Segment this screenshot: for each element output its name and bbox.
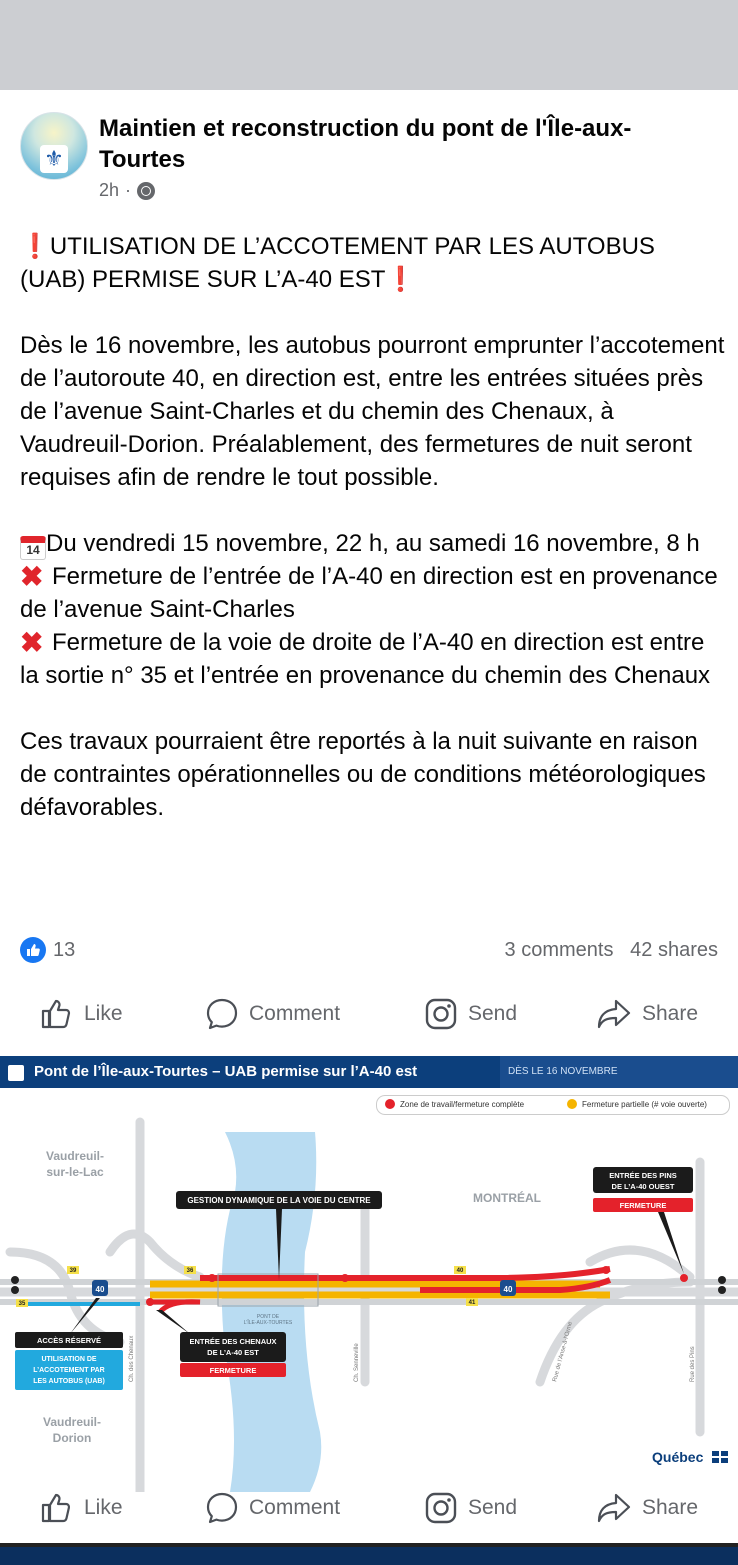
thumbs-up-icon (40, 1491, 74, 1525)
send-button-2[interactable] (424, 1483, 517, 1533)
share-arrow-icon (596, 1491, 632, 1525)
post-paragraph-2: Ces travaux pourraient être reportés à la nuit suivante en raison de contraintes opérationnelles ou de conditions météorologiques défavorables. (20, 728, 706, 821)
calendar-icon: 14 (20, 536, 46, 560)
callout-center-lane (176, 1191, 382, 1280)
comment-label: Comment (249, 1002, 341, 1025)
send-button[interactable] (424, 989, 517, 1039)
bridge-label-2: L’ÎLE-AUX-TOURTES (243, 1320, 293, 1326)
map-title: Pont de l’Île-aux-Tourtes – UAB permise sur l’A-40 est (34, 1063, 418, 1080)
share-label-2: Share (642, 1496, 699, 1519)
comments-count[interactable]: 3 comments (504, 939, 614, 961)
page-avatar[interactable] (20, 112, 88, 180)
post-schedule (20, 527, 725, 560)
svg-text:FERMETURE: FERMETURE (619, 1201, 667, 1210)
page-name[interactable]: Maintien et reconstruction du pont de l'Île-aux-Tourtes (99, 115, 632, 173)
send-label-2: Send (468, 1496, 518, 1519)
like-label: Like (84, 1002, 123, 1025)
svg-text:40: 40 (95, 1285, 105, 1294)
legend-red: Zone de travail/fermeture complète (400, 1099, 525, 1109)
map-drawing (0, 1052, 738, 1492)
comment-icon (205, 1491, 239, 1525)
closure-1-text: Fermeture de l’entrée de l’A-40 en direction est en provenance de l’avenue Saint-Charles (20, 563, 718, 623)
river-water (222, 1132, 322, 1492)
fleur-de-lis-icon: ⚜ (40, 145, 68, 173)
map-date: DÈS LE 16 NOVEMBRE (500, 1056, 738, 1088)
schedule-text: Du vendredi 15 novembre, 22 h, au samedi 16 novembre, 8 h (46, 530, 700, 557)
share-button[interactable] (596, 989, 698, 1039)
reactions-bar (20, 937, 718, 965)
exit-39: 39 (69, 1268, 77, 1274)
bridge-label-1: PONT DE (256, 1314, 280, 1320)
label-vaudreuil-lac-2: sur-le-Lac (46, 1165, 104, 1179)
like-button[interactable] (40, 989, 123, 1039)
exit-40: 40 (456, 1268, 464, 1274)
svg-text:FERMETURE: FERMETURE (209, 1366, 257, 1375)
image-actions (0, 1483, 738, 1533)
label-vaudreuil-lac-1: Vaudreuil- (45, 1149, 105, 1163)
road-label-pins: Rue des Pins (690, 1346, 696, 1382)
shares-count[interactable]: 42 shares (630, 939, 718, 961)
post-body (20, 230, 725, 824)
exclamation-icon: ❗ (385, 266, 416, 293)
post-paragraph-1: Dès le 16 novembre, les autobus pourront emprunter l’accotement de l’autoroute 40, en direction est, entre les entrées situées près de l’avenue Saint-Charles et du chemin des Chenaux, à Vaudreuil-Dorion. Préalablement, des fermetures de nuit seront requises afin de rendre le tout possible. (20, 332, 725, 491)
top-bar (0, 0, 738, 90)
callout-bus-access (15, 1298, 123, 1390)
red-zone-chenaux (148, 1302, 200, 1312)
comment-label-2: Comment (249, 1496, 341, 1519)
cross-mark-icon: ✖ (20, 627, 44, 658)
quebec-flag-icon (712, 1451, 728, 1463)
like-button-2[interactable] (40, 1483, 123, 1533)
thumbs-up-icon (40, 997, 74, 1031)
svg-text:ENTRÉE DES CHENAUX: ENTRÉE DES CHENAUX (189, 1337, 277, 1346)
cross-mark-icon: ✖ (20, 561, 44, 592)
post-actions (0, 989, 738, 1039)
quebec-brand: Québec (652, 1449, 704, 1465)
svg-text:LES AUTOBUS (UAB): LES AUTOBUS (UAB) (33, 1378, 105, 1385)
svg-text:DE L’A-40 EST: DE L’A-40 EST (207, 1348, 259, 1357)
instagram-icon (424, 997, 458, 1031)
comment-icon (205, 997, 239, 1031)
svg-text:40: 40 (503, 1285, 513, 1294)
map-image[interactable] (0, 1052, 738, 1492)
label-montreal: MONTRÉAL (473, 1191, 541, 1205)
svg-text:L’ACCOTEMENT PAR: L’ACCOTEMENT PAR (33, 1367, 105, 1374)
instagram-icon (424, 1491, 458, 1525)
globe-icon[interactable] (137, 182, 155, 200)
engagement-counts (505, 939, 718, 962)
exclamation-icon: ❗ (20, 233, 50, 260)
comment-button[interactable] (205, 989, 340, 1039)
road-label-anse: Rue de l'Anse-à-l'Orme (552, 1321, 574, 1383)
svg-text:UTILISATION DE: UTILISATION DE (41, 1356, 97, 1363)
post-meta (99, 180, 155, 201)
exit-36: 36 (186, 1268, 194, 1274)
svg-text:ENTRÉE DES PINS: ENTRÉE DES PINS (609, 1171, 677, 1180)
like-label-2: Like (84, 1496, 123, 1519)
exit-35: 35 (18, 1301, 26, 1307)
post-time[interactable]: 2h (99, 180, 120, 200)
label-dorion-2: Dorion (52, 1431, 92, 1445)
road-label-chenaux: Ch. des Chenaux (129, 1335, 135, 1382)
next-post-edge (0, 1543, 738, 1565)
highway-shield-west (92, 1280, 108, 1296)
svg-text:ACCÈS RÉSERVÉ: ACCÈS RÉSERVÉ (36, 1336, 102, 1345)
highway-shield-east (500, 1280, 516, 1296)
ramp-west (10, 1252, 120, 1342)
share-button-2[interactable] (596, 1483, 698, 1533)
meta-separator: · (125, 180, 132, 200)
legend-yellow: Fermeture partielle (# voie ouverte) (582, 1099, 707, 1109)
closure-2-text: Fermeture de la voie de droite de l’A-40 en direction est entre la sortie n° 35 et l’entrée en provenance du chemin des Chenaux (20, 629, 711, 689)
post-closure-1 (20, 560, 725, 626)
post-title-line (20, 230, 725, 296)
road-label-senneville: Ch. Senneville (354, 1343, 360, 1382)
exit-41: 41 (468, 1300, 476, 1306)
post-closure-2 (20, 626, 725, 692)
like-reaction-icon[interactable] (20, 937, 46, 963)
post-title-text: UTILISATION DE L’ACCOTEMENT PAR LES AUTOBUS (UAB) PERMISE SUR L’A-40 EST (20, 233, 655, 293)
share-label: Share (642, 1002, 699, 1025)
send-label: Send (468, 1002, 518, 1025)
comment-button-2[interactable] (205, 1483, 340, 1533)
reaction-count[interactable]: 13 (53, 939, 76, 961)
label-dorion-1: Vaudreuil- (42, 1415, 102, 1429)
svg-text:DE L’A-40 OUEST: DE L’A-40 OUEST (611, 1182, 675, 1191)
svg-text:GESTION DYNAMIQUE DE LA VOIE D: GESTION DYNAMIQUE DE LA VOIE DU CENTRE (187, 1196, 371, 1205)
share-arrow-icon (596, 997, 632, 1031)
